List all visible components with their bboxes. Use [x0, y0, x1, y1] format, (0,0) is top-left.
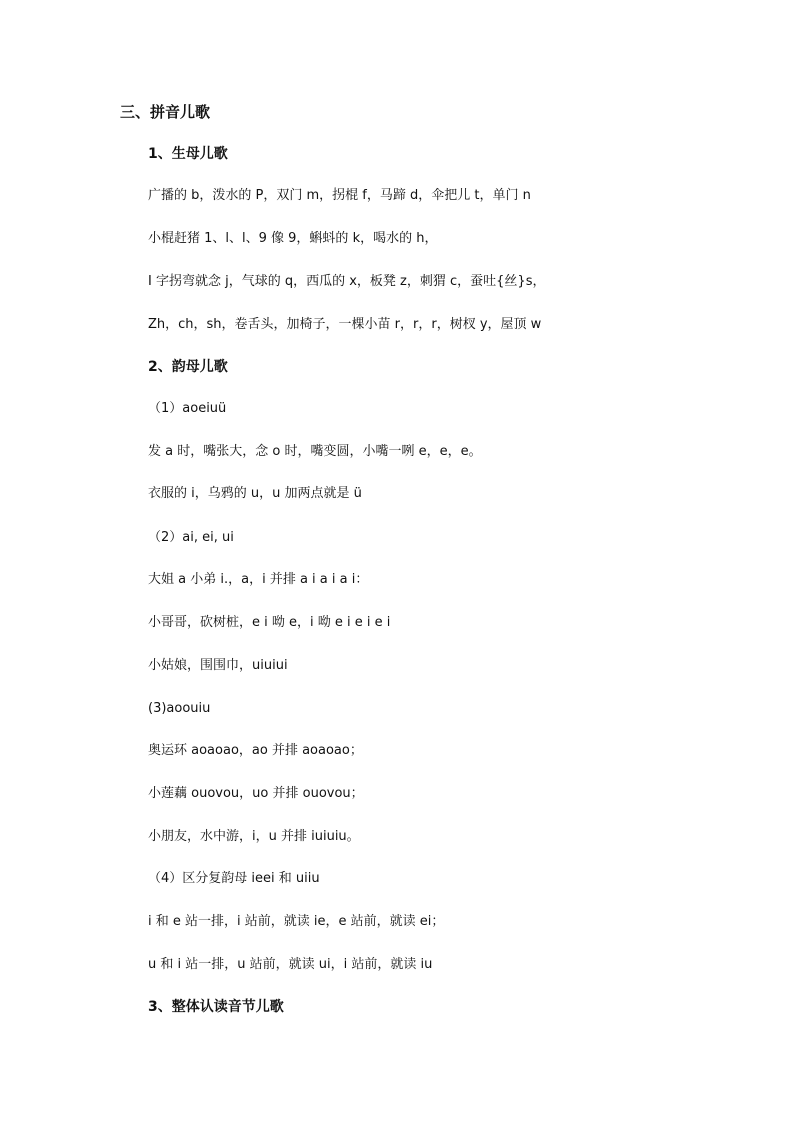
text-line: （1）aoeiuü — [148, 401, 227, 416]
text-line: （4）区分复韵母 ieei 和 uiiu — [148, 871, 320, 886]
section-title-3: 3、整体认读音节儿歌 — [148, 999, 284, 1015]
text-line: 小棍赶猪 1、l、l、9 像 9，蝌蚪的 k，喝水的 h， — [148, 231, 438, 246]
text-line: 小姑娘，围围巾，uiuiui — [148, 658, 288, 673]
text-line: 广播的 b，泼水的 P，双门 m，拐棍 f，马蹄 d，伞把儿 t，单门 n — [148, 188, 531, 203]
text-line: 奥运环 aoaoao，ao 并排 aoaoao； — [148, 743, 363, 758]
section-title-2: 2、韵母儿歌 — [148, 359, 228, 375]
text-line: 大姐 a 小弟 i.，a，i 并排 a i a i a i： — [148, 572, 369, 587]
text-line: 衣服的 i，乌鸦的 u，u 加两点就是 ü — [148, 486, 362, 501]
text-line: i 和 e 站一排，i 站前，就读 ie，e 站前，就读 ei； — [148, 914, 445, 929]
text-line: Zh，ch，sh，卷舌头，加椅子，一棵小苗 r，r，r，树杈 y，屋顶 w — [148, 317, 542, 332]
page-heading: 三、拼音儿歌 — [120, 103, 211, 121]
text-line: I 字拐弯就念 j，气球的 q，西瓜的 x，板凳 z，刺猬 c，蚕吐{丝}s， — [148, 274, 546, 289]
text-line: （2）ai, ei, ui — [148, 530, 234, 545]
text-line: 发 a 时，嘴张大，念 o 时，嘴变圆，小嘴一咧 e，e，e。 — [148, 444, 482, 459]
text-line: 小哥哥，砍树桩，e i 呦 e，i 呦 e i e i e i — [148, 615, 391, 630]
section-title-1: 1、生母儿歌 — [148, 146, 228, 162]
text-line: (3)aoouiu — [148, 701, 211, 716]
text-line: 小莲藕 ouovou，uo 并排 ouovou； — [148, 786, 364, 801]
text-line: 小朋友，水中游，i，u 并排 iuiuiu。 — [148, 829, 360, 844]
text-line: u 和 i 站一排，u 站前，就读 ui，i 站前，就读 iu — [148, 957, 433, 972]
